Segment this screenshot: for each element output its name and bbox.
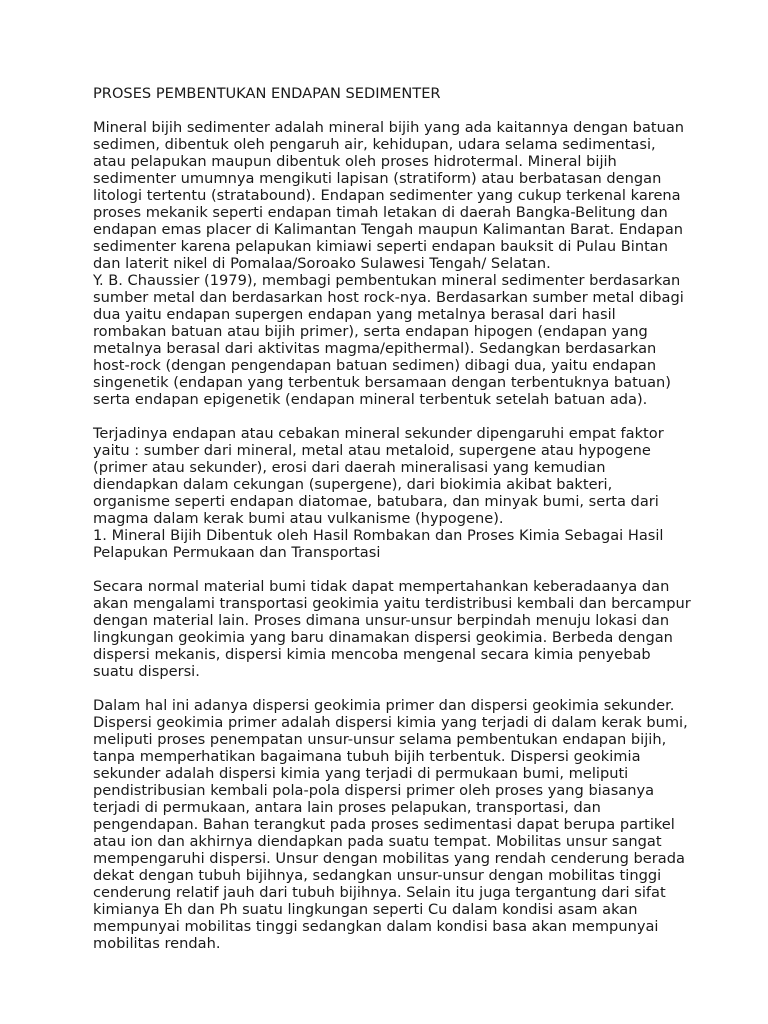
text-line: singenetik (endapan yang terbentuk bersamaan dengan terbentuknya batuan) xyxy=(93,374,671,391)
text-line: sedimenter umumnya mengikuti lapisan (stratiform) atau berbatasan dengan xyxy=(93,170,662,187)
text-line: dekat dengan tubuh bijihnya, sedangkan unsur-unsur dengan mobilitas tinggi xyxy=(93,867,662,884)
text-line: dispersi mekanis, dispersi kimia mencoba mengenal secara kimia penyebab xyxy=(93,646,651,663)
text-line: atau ion dan akhirnya diendapkan pada suatu tempat. Mobilitas unsur sangat xyxy=(93,833,662,850)
text-line: akan mengalami transportasi geokimia yaitu terdistribusi kembali dan bercampur xyxy=(93,595,691,612)
paragraph xyxy=(93,697,688,952)
text-line: pengendapan. Bahan terangkut pada proses sedimentasi dapat berupa partikel xyxy=(93,816,675,833)
text-line: litologi tertentu (stratabound). Endapan sedimenter yang cukup terkenal karena xyxy=(93,187,681,204)
document-page xyxy=(93,85,691,952)
text-line: 1. Mineral Bijih Dibentuk oleh Hasil Rombakan dan Proses Kimia Sebagai Hasil xyxy=(93,527,664,544)
paragraph-gap xyxy=(93,680,677,697)
text-line: dan laterit nikel di Pomalaa/Soroako Sulawesi Tengah/ Selatan. xyxy=(93,255,551,272)
text-line: Dispersi geokimia primer adalah dispersi kimia yang terjadi di dalam kerak bumi, xyxy=(93,714,688,731)
text-line: dengan material lain. Proses dimana unsur-unsur berpindah menuju lokasi dan xyxy=(93,612,670,629)
text-line: sedimen, dibentuk oleh pengaruh air, kehidupan, udara selama sedimentasi, xyxy=(93,136,656,153)
text-line: suatu dispersi. xyxy=(93,663,200,680)
text-line: magma dalam kerak bumi atau vulkanisme (hypogene). xyxy=(93,510,504,527)
text-line: Mineral bijih sedimenter adalah mineral bijih yang ada kaitannya dengan batuan xyxy=(93,119,685,136)
text-line: tanpa memperhatikan bagaimana tubuh bijih terbentuk. Dispersi geokimia xyxy=(93,748,641,765)
document-title: PROSES PEMBENTUKAN ENDAPAN SEDIMENTER xyxy=(93,85,441,102)
paragraph-gap xyxy=(93,561,677,578)
text-line: sedimenter karena pelapukan kimiawi seperti endapan bauksit di Pulau Bintan xyxy=(93,238,668,255)
paragraph xyxy=(93,119,685,408)
paragraph-gap xyxy=(93,408,677,425)
text-line: kimianya Eh dan Ph suatu lingkungan seperti Cu dalam kondisi asam akan xyxy=(93,901,638,918)
text-line: organisme seperti endapan diatomae, batubara, dan minyak bumi, serta dari xyxy=(93,493,659,510)
text-line: Y. B. Chaussier (1979), membagi pembentukan mineral sedimenter berdasarkan xyxy=(93,272,681,289)
text-line: Terjadinya endapan atau cebakan mineral sekunder dipengaruhi empat faktor xyxy=(93,425,664,442)
text-line: atau pelapukan maupun dibentuk oleh proses hidrotermal. Mineral bijih xyxy=(93,153,617,170)
text-line: rombakan batuan atau bijih primer), serta endapan hipogen (endapan yang xyxy=(93,323,648,340)
text-line: proses mekanik seperti endapan timah letakan di daerah Bangka-Belitung dan xyxy=(93,204,668,221)
text-line: sumber metal dan berdasarkan host rock-nya. Berdasarkan sumber metal dibagi xyxy=(93,289,684,306)
text-line: metalnya berasal dari aktivitas magma/epithermal). Sedangkan berdasarkan xyxy=(93,340,657,357)
text-line: terjadi di permukaan, antara lain proses pelapukan, transportasi, dan xyxy=(93,799,601,816)
paragraph xyxy=(93,425,677,561)
text-line: Pelapukan Permukaan dan Transportasi xyxy=(93,544,381,561)
paragraph xyxy=(93,578,691,680)
text-line: cenderung relatif jauh dari tubuh bijihnya. Selain itu juga tergantung dari sifat xyxy=(93,884,666,901)
text-line: diendapkan dalam cekungan (supergene), dari biokimia akibat bakteri, xyxy=(93,476,613,493)
text-line: Dalam hal ini adanya dispersi geokimia primer dan dispersi geokimia sekunder. xyxy=(93,697,675,714)
text-line: serta endapan epigenetik (endapan mineral terbentuk setelah batuan ada). xyxy=(93,391,648,408)
text-line: sekunder adalah dispersi kimia yang terjadi di permukaan bumi, meliputi xyxy=(93,765,629,782)
text-line: dua yaitu endapan supergen endapan yang metalnya berasal dari hasil xyxy=(93,306,616,323)
text-line: pendistribusian kembali pola-pola dispersi primer oleh proses yang biasanya xyxy=(93,782,655,799)
text-line: mempunyai mobilitas tinggi sedangkan dalam kondisi basa akan mempunyai xyxy=(93,918,659,935)
document-body xyxy=(93,119,691,952)
text-line: mempengaruhi dispersi. Unsur dengan mobilitas yang rendah cenderung berada xyxy=(93,850,685,867)
text-line: Secara normal material bumi tidak dapat mempertahankan keberadaanya dan xyxy=(93,578,670,595)
text-line: yaitu : sumber dari mineral, metal atau metaloid, supergene atau hypogene xyxy=(93,442,651,459)
text-line: endapan emas placer di Kalimantan Tengah maupun Kalimantan Barat. Endapan xyxy=(93,221,684,238)
text-line: meliputi proses penempatan unsur-unsur selama pembentukan endapan bijih, xyxy=(93,731,667,748)
text-line: (primer atau sekunder), erosi dari daerah mineralisasi yang kemudian xyxy=(93,459,606,476)
text-line: mobilitas rendah. xyxy=(93,935,221,952)
text-line: host-rock (dengan pengendapan batuan sedimen) dibagi dua, yaitu endapan xyxy=(93,357,657,374)
text-line: lingkungan geokimia yang baru dinamakan dispersi geokimia. Berbeda dengan xyxy=(93,629,673,646)
